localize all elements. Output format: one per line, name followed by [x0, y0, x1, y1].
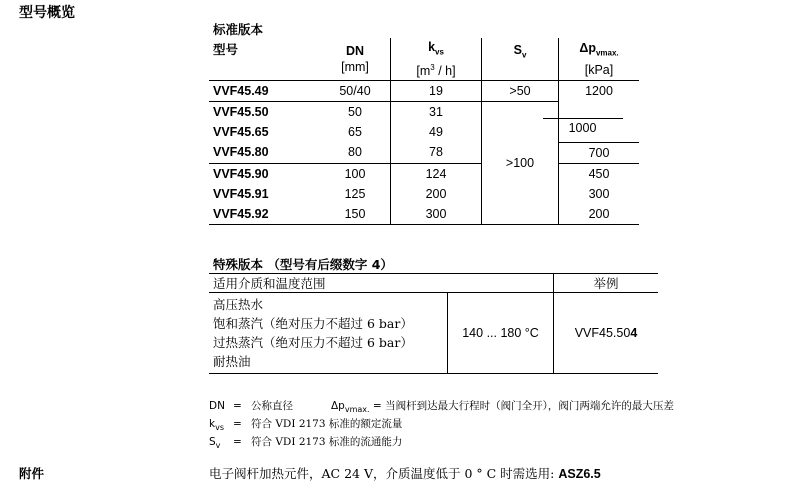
type-cell: VVF45.65: [213, 125, 269, 139]
header-example: 举例: [554, 274, 659, 293]
dn-cell: 50/40: [320, 81, 391, 102]
header-dp: $\Delta p_{vmax.}$ [kPa]: [559, 38, 640, 81]
dp-cell-1000: 1000: [568, 121, 597, 135]
sv-cell: >100: [482, 102, 559, 225]
type-cell: VVF45.91: [213, 186, 269, 201]
temperature-range: 140 ... 180 °C: [448, 293, 554, 374]
dp-cell: 200: [559, 204, 640, 225]
kvs-cell: 200: [391, 184, 482, 204]
dn-cell: 65: [348, 125, 362, 139]
type-cell: VVF45.49: [209, 81, 320, 102]
kvs-cell: 49: [391, 122, 482, 142]
kvs-cell: 124: [391, 163, 482, 184]
kvs-cell: 78: [391, 142, 482, 163]
media-list: [209, 293, 448, 374]
accessories-text: 电子阀杆加热元件，AC 24 V，介质温度低于 0 ° C 时需选用: ASZ6.5: [209, 466, 601, 481]
dp-cell: 300: [559, 184, 640, 204]
special-version-title: 特殊版本 （型号有后缀数字 4）: [213, 257, 393, 272]
type-cell: VVF45.92: [209, 204, 320, 225]
kvs-cell: 19: [391, 81, 482, 102]
accessories-title: 附件: [19, 466, 45, 481]
example-cell: VVF45.504: [554, 293, 659, 374]
type-cell: VVF45.80: [209, 142, 320, 163]
legend-row-dn: DN = 公称直径 $\Delta p_{vmax.}$ = 当阀杆到达最大行程时（阀门全开），阀门两端允许的最大压差: [209, 400, 674, 415]
page-title: 型号概览: [19, 5, 75, 21]
kvs-cell: 300: [391, 204, 482, 225]
header-dn: DN [mm]: [320, 38, 391, 81]
medium-item: 饱和蒸汽（绝对压力不超过 6 bar）: [213, 316, 413, 331]
medium-item: 过热蒸汽（绝对压力不超过 6 bar）: [213, 335, 413, 350]
medium-item: 耐热油: [213, 354, 251, 369]
dn-cell: 50: [348, 105, 362, 119]
legend: [209, 399, 674, 453]
header-medium: 适用介质和温度范围: [209, 274, 554, 293]
dn-cell: 150: [320, 204, 391, 225]
legend-row-sv: $S_v$ = 符合 VDI 2173 标准的流通能力: [209, 436, 403, 451]
table-row: [209, 81, 639, 102]
header-sv: $S_v$: [482, 38, 559, 81]
legend-row-kvs: $k_{vs}$ = 符合 VDI 2173 标准的额定流量: [209, 418, 403, 433]
dn-cell: 80: [320, 142, 391, 163]
table-row: [209, 142, 639, 163]
dp-cell: 700: [559, 142, 640, 163]
standard-version-title: 标准版本: [213, 22, 264, 37]
dp-cell: 450: [559, 163, 640, 184]
dn-cell: 125: [344, 186, 366, 201]
type-cell: VVF45.50: [213, 105, 269, 119]
dn-cell: 100: [344, 166, 366, 181]
sv-cell: >50: [482, 81, 559, 102]
dp-cell-divider: [543, 118, 623, 119]
medium-item: 高压热水: [213, 297, 264, 312]
table-row: [209, 184, 639, 204]
kvs-cell: 31: [391, 102, 482, 123]
header-kvs: $k_{vs}$ $[m^3 / h]$: [391, 38, 482, 81]
header-type: 型号: [209, 38, 320, 81]
table-row: [209, 163, 639, 184]
special-version-table: [209, 273, 658, 374]
table-row: [209, 204, 639, 225]
dp-cell: 1200: [559, 81, 640, 102]
type-cell: VVF45.90: [213, 166, 269, 181]
